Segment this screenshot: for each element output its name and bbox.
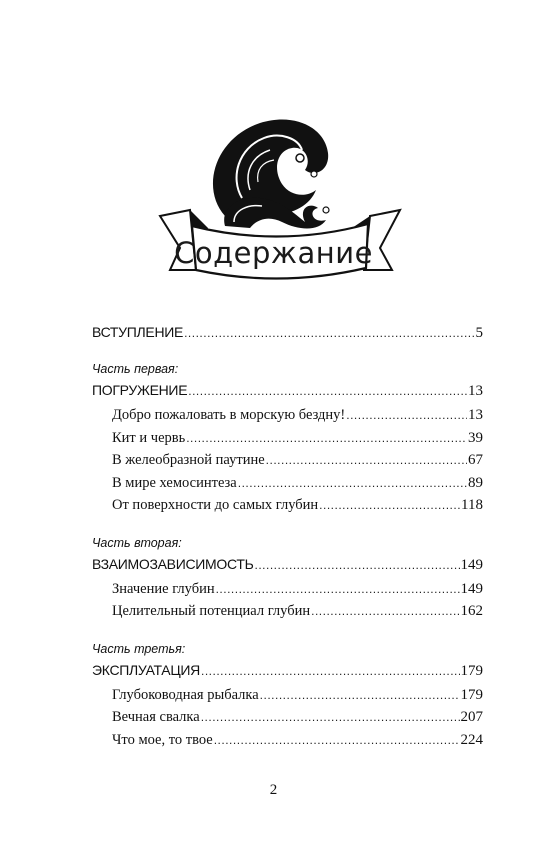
- toc-entry-chapter[interactable]: [92, 600, 483, 623]
- part-label: Часть первая:: [92, 362, 179, 376]
- dot-leader: [260, 684, 460, 707]
- toc-entry-title: Что мое, то твое: [112, 731, 213, 748]
- toc-part-3: [92, 640, 483, 752]
- toc-entry-title: ВСТУПЛЕНИЕ: [92, 324, 184, 340]
- toc-entry-title: ВЗАИМОЗАВИСИМОСТЬ: [92, 555, 254, 572]
- dot-leader: [266, 449, 467, 472]
- toc-entry-intro[interactable]: [92, 321, 483, 343]
- dot-leader: [188, 380, 467, 402]
- toc-entry-part-title[interactable]: [92, 379, 483, 401]
- toc-page-number: 89: [468, 474, 483, 491]
- toc-entry-title: Глубоководная рыбалка: [112, 686, 259, 703]
- toc-entry-title: В мире хемосинтеза: [112, 474, 237, 491]
- toc-entry-part-title[interactable]: [92, 659, 483, 681]
- toc-entry-title: Добро пожаловать в морскую бездну!: [112, 407, 346, 423]
- toc-page-number: 179: [460, 686, 483, 703]
- toc-page-number: 13: [468, 383, 483, 399]
- toc-entry-chapter[interactable]: [92, 706, 483, 729]
- dot-leader: [346, 404, 467, 427]
- dot-leader: [186, 427, 467, 450]
- dot-leader: [201, 706, 460, 729]
- dot-leader: [311, 600, 459, 623]
- toc-entry-chapter[interactable]: [92, 404, 483, 427]
- toc-part-1: [92, 360, 483, 517]
- toc-entry-chapter[interactable]: [92, 684, 483, 707]
- toc-entry-title: Целительный потенциал глубин: [112, 603, 311, 619]
- toc-entry-chapter[interactable]: [92, 472, 483, 495]
- toc-page-number: 13: [468, 407, 483, 423]
- toc-entry-title: В желеобразной паутине: [112, 452, 265, 468]
- dot-leader: [255, 554, 460, 576]
- toc-entry-chapter[interactable]: [92, 729, 483, 752]
- toc-part-2: [92, 534, 483, 623]
- toc-entry-title: От поверхности до самых глубин: [112, 497, 319, 513]
- dot-leader: [214, 729, 460, 752]
- toc-page-number: 39: [468, 429, 483, 446]
- toc-page-number: 224: [460, 731, 483, 748]
- toc-page-number: 162: [460, 603, 483, 619]
- table-of-contents: [92, 321, 483, 751]
- toc-heading: Содержание: [174, 236, 373, 270]
- part-label: Часть третья:: [92, 641, 186, 656]
- dot-leader: [201, 660, 460, 682]
- toc-entry-title: ПОГРУЖЕНИЕ: [92, 382, 188, 398]
- toc-page-number: 207: [460, 709, 483, 725]
- dot-leader: [216, 578, 460, 601]
- page-number: 2: [269, 782, 278, 798]
- toc-entry-chapter[interactable]: [92, 427, 483, 450]
- dot-leader: [184, 322, 474, 344]
- toc-page-number: 118: [461, 497, 483, 513]
- toc-page-number: 5: [475, 325, 483, 341]
- toc-entry-part-title[interactable]: [92, 553, 483, 575]
- toc-entry-chapter[interactable]: [92, 494, 483, 517]
- toc-page-number: 179: [460, 662, 483, 679]
- toc-entry-title: Значение глубин: [112, 580, 215, 597]
- toc-entry-chapter[interactable]: [92, 578, 483, 601]
- dot-leader: [319, 494, 460, 517]
- toc-entry-title: Вечная свалка: [112, 709, 200, 725]
- toc-entry-title: ЭКСПЛУАТАЦИЯ: [92, 661, 200, 678]
- toc-page-number: 149: [460, 556, 483, 573]
- toc-entry-chapter[interactable]: [92, 449, 483, 472]
- dot-leader: [238, 472, 467, 495]
- toc-entry-title: Кит и червь: [112, 429, 186, 446]
- toc-page-number: 149: [460, 580, 483, 597]
- toc-page-number: 67: [468, 452, 483, 468]
- part-label: Часть вторая:: [92, 535, 182, 550]
